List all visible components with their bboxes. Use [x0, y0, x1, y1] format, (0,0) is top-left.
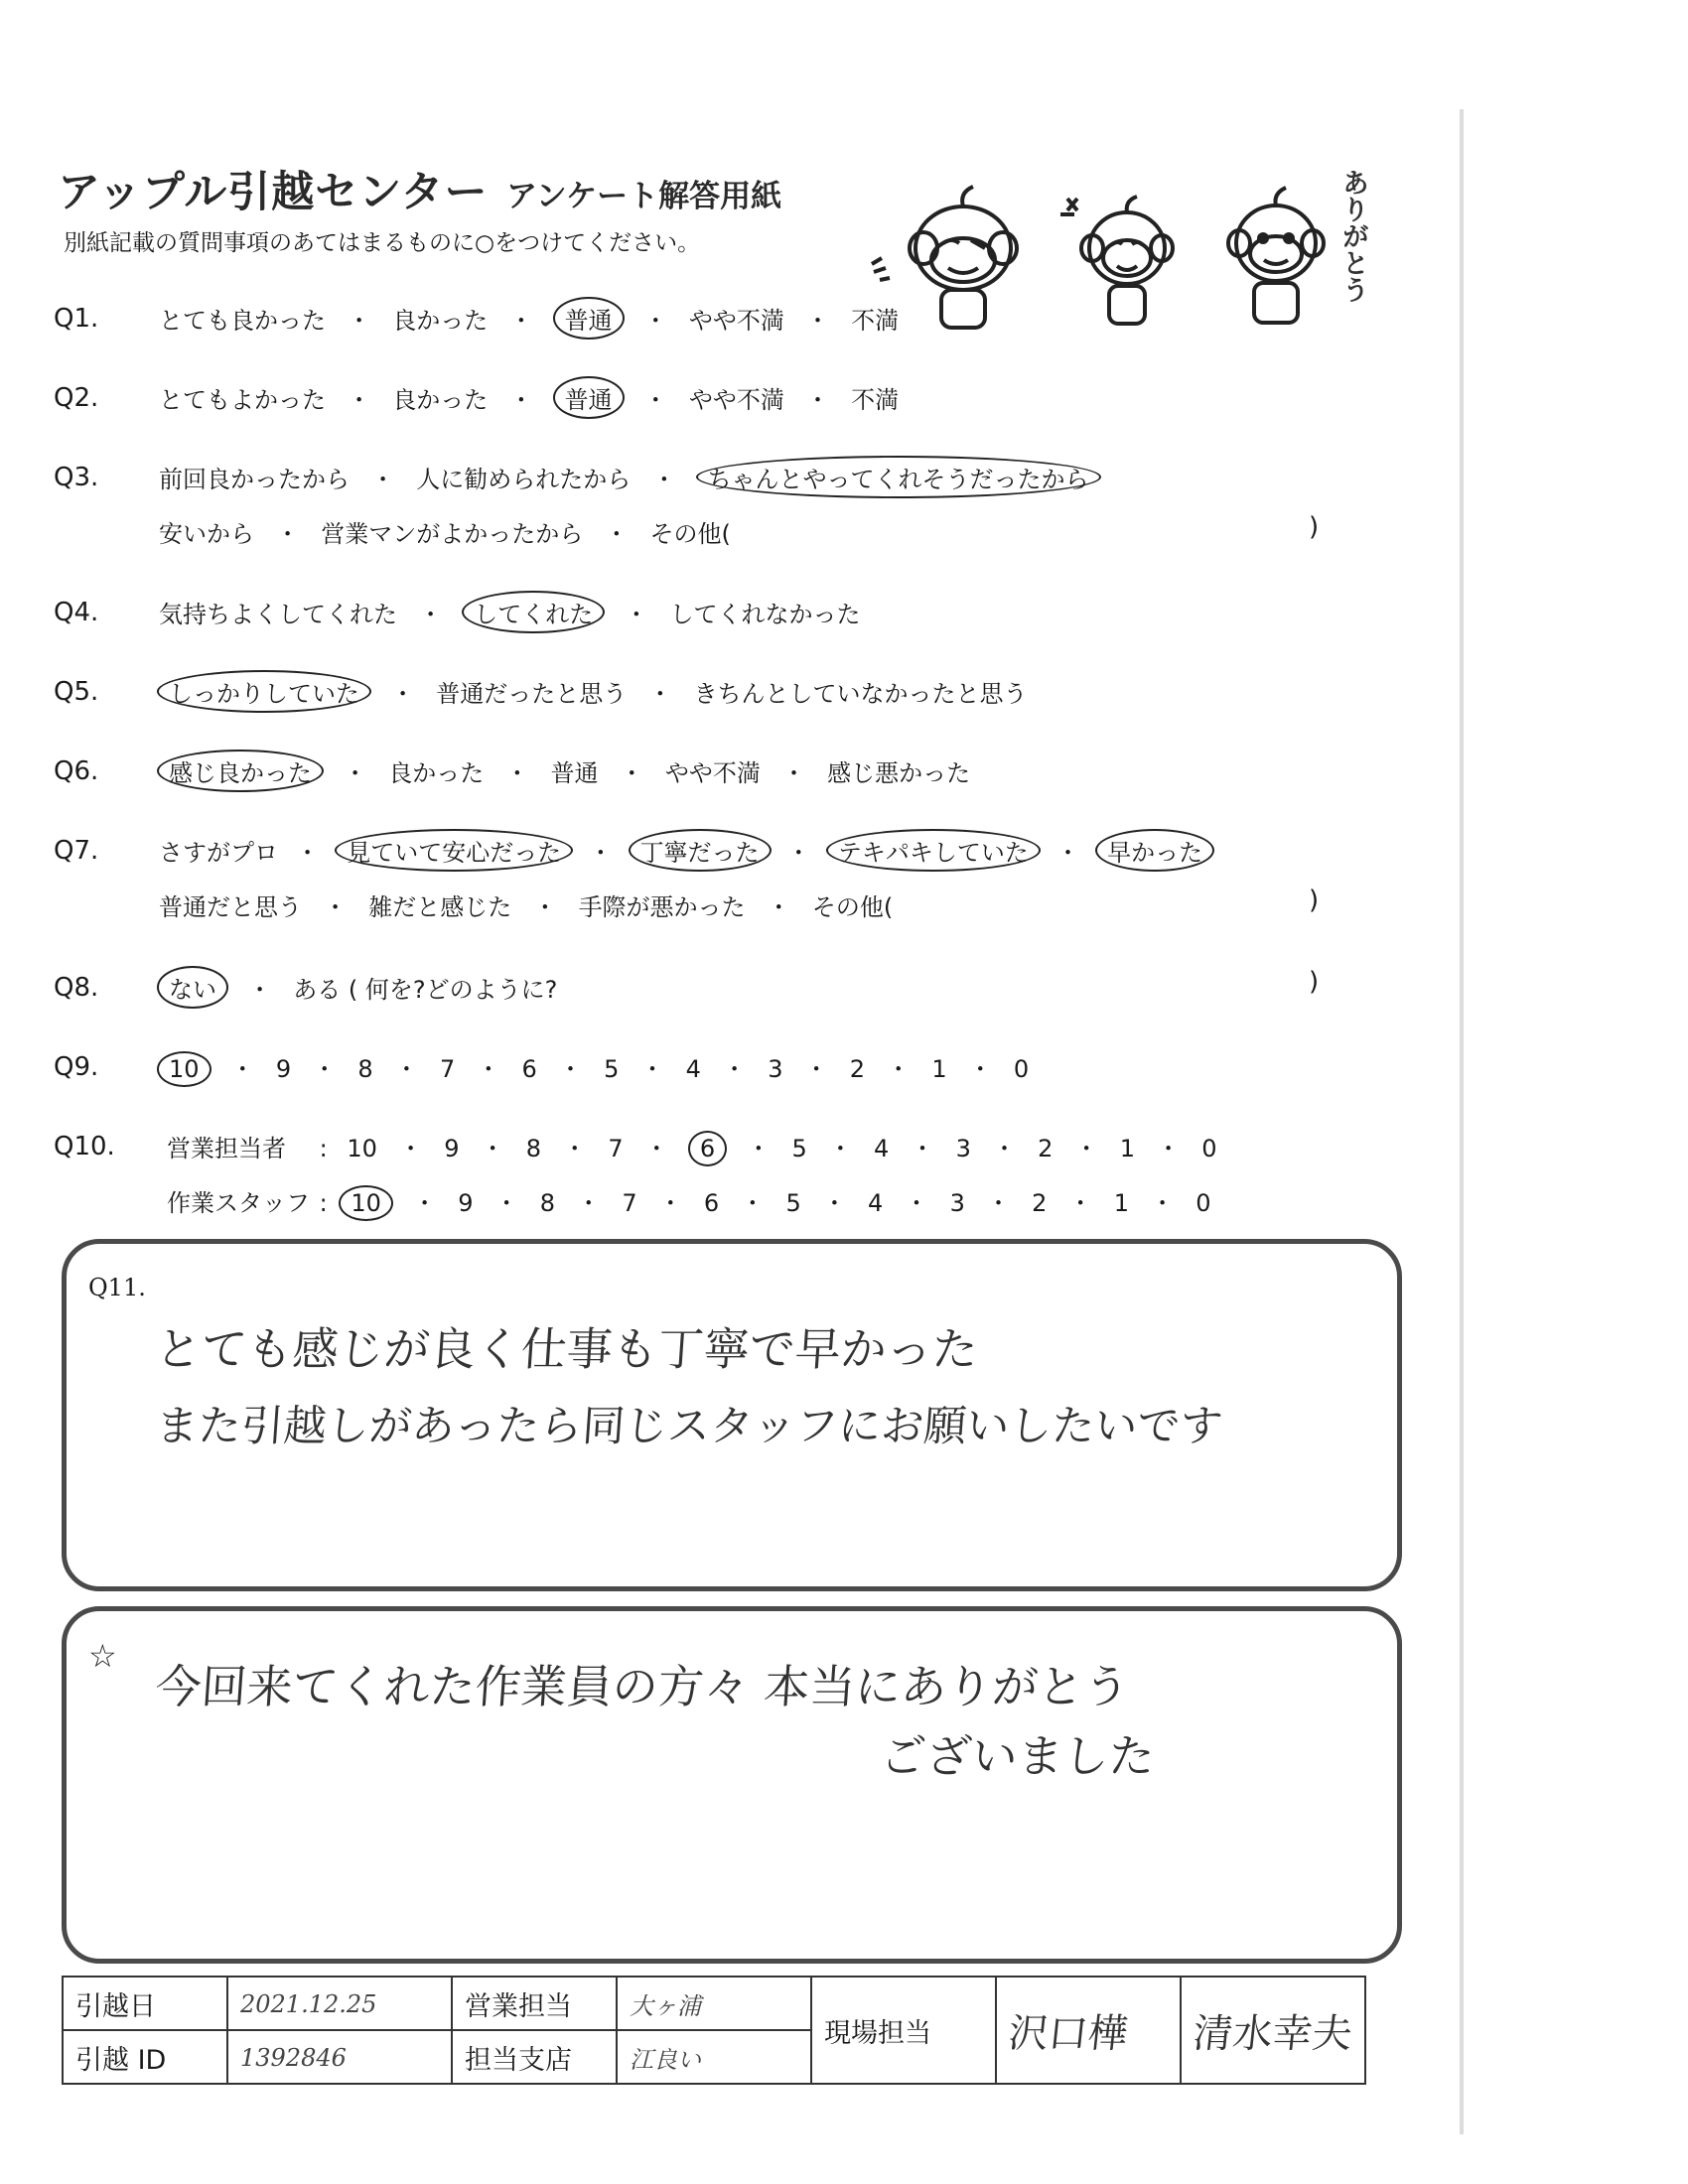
q10-staff-score[interactable]: 2 [1032, 1189, 1048, 1217]
separator: ・ [992, 1135, 1017, 1162]
q8-option-selected[interactable]: ない [157, 966, 228, 1009]
separator: ・ [651, 466, 676, 493]
separator: ・ [643, 386, 668, 414]
mascot-caption: ありがとう [1337, 169, 1368, 303]
q1-option[interactable]: とても良かった [159, 307, 326, 335]
q9-score[interactable]: 7 [439, 1055, 456, 1083]
q7-option[interactable]: 雑だと感じた [368, 893, 512, 921]
branch-value [617, 2030, 811, 2084]
mascot-illustration [864, 169, 1331, 338]
separator: ・ [508, 386, 533, 414]
q1-options [159, 301, 899, 336]
form-subtitle: アンケート解答用紙 [506, 179, 782, 214]
q10-sales-score[interactable]: 2 [1038, 1135, 1054, 1162]
separator: ・ [347, 386, 371, 414]
q9-label: Q9. [54, 1052, 99, 1082]
q9-score[interactable]: 6 [521, 1055, 537, 1083]
separator: ・ [620, 759, 644, 787]
move-id-value [227, 2030, 452, 2084]
separator: ・ [722, 1055, 747, 1083]
q3-label: Q3. [54, 463, 99, 492]
q6-label: Q6. [54, 756, 99, 786]
star-comment-line1: 今回来てくれた作業員の方々 本当にありがとう [153, 1660, 1132, 1713]
q3-option[interactable]: 人に勧められたから [416, 466, 632, 493]
q8-label: Q8. [54, 973, 99, 1003]
q7-option-selected[interactable]: 見ていて安心だった [335, 829, 573, 872]
q10-label: Q10. [54, 1132, 115, 1161]
q7-option-other[interactable]: その他( [811, 893, 894, 921]
q10-row-label: 作業スタッフ [167, 1189, 310, 1217]
q9-score[interactable]: 8 [357, 1055, 373, 1083]
q10-sales-score[interactable]: 5 [791, 1135, 807, 1162]
star-comment-line2: ございました [878, 1729, 1157, 1783]
q1-option[interactable]: 良かった [392, 307, 489, 335]
separator: : [319, 1189, 328, 1217]
q10-staff-score[interactable]: 5 [785, 1189, 801, 1217]
q9-score[interactable]: 9 [275, 1055, 292, 1083]
q10-row-label: 営業担当者 [167, 1135, 286, 1162]
q4-option-selected[interactable]: してくれた [462, 591, 605, 633]
q10-sales-score[interactable]: 7 [608, 1135, 624, 1162]
separator: ・ [532, 893, 557, 921]
separator: ・ [558, 1055, 583, 1083]
q5-option[interactable]: きちんとしていなかったと思う [693, 680, 1028, 708]
separator: ・ [412, 1189, 437, 1217]
separator: ・ [822, 1189, 847, 1217]
separator: ・ [398, 1135, 423, 1162]
q10-sales-score[interactable]: 1 [1119, 1135, 1135, 1162]
separator: ・ [643, 307, 668, 335]
brand-title: アップル引越センター [58, 168, 489, 217]
page-edge-shadow [1460, 109, 1464, 2134]
q10-sales-score[interactable]: 4 [874, 1135, 890, 1162]
q2-options [159, 380, 899, 415]
q6-option[interactable]: やや不満 [664, 759, 761, 787]
q10-sales-scale [167, 1129, 1217, 1163]
star-label: ☆ [88, 1637, 117, 1675]
separator: ・ [804, 1055, 829, 1083]
separator: ・ [504, 759, 529, 787]
separator: : [319, 1135, 328, 1162]
separator: ・ [1055, 839, 1080, 867]
q9-score[interactable]: 3 [768, 1055, 783, 1083]
move-id-label: 引越 ID [63, 2030, 227, 2084]
q9-score[interactable]: 4 [685, 1055, 701, 1083]
q3-option[interactable]: 営業マンがよかったから [321, 520, 584, 548]
q11-comment-line1: とても感じが良く仕事も丁寧で早かった [153, 1322, 980, 1376]
q10-staff-score[interactable]: 3 [949, 1189, 965, 1217]
q8-close-paren: ) [1309, 967, 1320, 997]
q1-option-selected[interactable]: 普通 [553, 297, 625, 340]
q6-option[interactable]: 普通 [550, 759, 599, 787]
q10-staff-score-selected[interactable]: 10 [339, 1185, 393, 1221]
separator: ・ [418, 601, 443, 628]
separator: ・ [562, 1135, 587, 1162]
separator: ・ [347, 307, 371, 335]
q1-label: Q1. [54, 304, 99, 334]
q9-scale [159, 1049, 1029, 1084]
separator: ・ [275, 520, 300, 548]
q9-score-selected[interactable]: 10 [157, 1051, 211, 1087]
instructions: 別紙記載の質問事項のあてはまるものに○をつけてください。 [64, 230, 701, 256]
star-comment-box[interactable] [62, 1606, 1402, 1964]
branch-value-text: 江良い [630, 2045, 701, 2074]
sales-label: 営業担当 [452, 1977, 617, 2030]
separator: ・ [370, 466, 395, 493]
separator: ・ [390, 680, 415, 708]
separator: ・ [904, 1189, 928, 1217]
sales-value-text: 大ヶ浦 [630, 1991, 701, 2020]
move-date-label: 引越日 [63, 1977, 227, 2030]
move-date-value [227, 1977, 452, 2030]
q9-score[interactable]: 2 [849, 1055, 866, 1083]
q7-option-selected[interactable]: 丁寧だった [629, 829, 772, 872]
q10-staff-scale [167, 1183, 1211, 1218]
branch-label: 担当支店 [452, 2030, 617, 2084]
q5-label: Q5. [54, 677, 99, 707]
separator: ・ [576, 1189, 601, 1217]
separator: ・ [588, 839, 613, 867]
q11-label: Q11. [88, 1274, 146, 1301]
separator: ・ [786, 839, 811, 867]
q10-staff-score[interactable]: 4 [868, 1189, 884, 1217]
q4-option[interactable]: してくれなかった [669, 601, 861, 628]
separator: ・ [295, 839, 320, 867]
q1-option[interactable]: やや不満 [688, 307, 784, 335]
separator: ・ [1150, 1189, 1175, 1217]
separator: ・ [910, 1135, 934, 1162]
site-staff-2-signature: 清水幸夫 [1191, 2010, 1355, 2057]
q10-staff-score[interactable]: 8 [539, 1189, 556, 1217]
separator: ・ [1074, 1135, 1099, 1162]
separator: ・ [481, 1135, 505, 1162]
site-staff-1 [996, 1977, 1181, 2084]
separator: ・ [1068, 1189, 1093, 1217]
separator: ・ [828, 1135, 853, 1162]
q10-staff-score[interactable]: 9 [458, 1189, 474, 1217]
q9-score[interactable]: 1 [931, 1055, 947, 1083]
q5-option[interactable]: 普通だったと思う [436, 680, 628, 708]
q7-close-paren: ) [1309, 886, 1320, 915]
q7-option-selected[interactable]: テキパキしていた [826, 829, 1041, 872]
separator: ・ [312, 1055, 337, 1083]
q1-option[interactable]: 不満 [851, 307, 900, 335]
separator: ・ [781, 759, 806, 787]
q2-option[interactable]: 良かった [392, 386, 489, 414]
q10-staff-score[interactable]: 0 [1196, 1189, 1211, 1217]
move-id-value-text: 1392846 [240, 2043, 347, 2072]
q7-option[interactable]: 手際が悪かった [578, 893, 746, 921]
q2-option[interactable]: とてもよかった [159, 386, 326, 414]
separator: ・ [886, 1055, 911, 1083]
q4-option[interactable]: 気持ちよくしてくれた [159, 601, 397, 628]
q7-label: Q7. [54, 836, 99, 866]
q3-close-paren: ) [1309, 512, 1320, 542]
q10-sales-score[interactable]: 3 [955, 1135, 971, 1162]
q7-option[interactable]: さすがプロ [159, 839, 278, 867]
q9-score[interactable]: 5 [604, 1055, 620, 1083]
q8-options [159, 970, 557, 1005]
separator: ・ [247, 976, 272, 1004]
site-staff-1-signature: 沢口樺 [1006, 2010, 1131, 2057]
q2-option-selected[interactable]: 普通 [553, 376, 625, 419]
separator: ・ [394, 1055, 419, 1083]
separator: ・ [476, 1055, 500, 1083]
separator: ・ [624, 601, 648, 628]
q3-option-other[interactable]: その他( [649, 520, 731, 548]
separator: ・ [647, 680, 672, 708]
separator: ・ [1156, 1135, 1181, 1162]
q3-options-row1 [159, 460, 1099, 494]
q10-sales-score-selected[interactable]: 6 [688, 1131, 727, 1166]
site-staff-2 [1181, 1977, 1365, 2084]
q7-option[interactable]: 普通だと思う [159, 893, 302, 921]
sales-value [617, 1977, 811, 2030]
q7-option-selected[interactable]: 早かった [1095, 829, 1214, 872]
q4-label: Q4. [54, 598, 99, 627]
separator: ・ [230, 1055, 255, 1083]
separator: ・ [805, 386, 830, 414]
q10-staff-score[interactable]: 1 [1113, 1189, 1129, 1217]
q10-sales-score[interactable]: 0 [1201, 1135, 1217, 1162]
q2-label: Q2. [54, 383, 99, 413]
site-label: 現場担当 [811, 1977, 996, 2084]
q3-options-row2 [159, 514, 731, 549]
q6-options [159, 753, 970, 788]
separator: ・ [968, 1055, 993, 1083]
q6-option[interactable]: 良かった [388, 759, 485, 787]
q7-options-row1 [159, 833, 1212, 868]
separator: ・ [508, 307, 533, 335]
q6-option[interactable]: 感じ悪かった [827, 759, 971, 787]
separator: ・ [644, 1135, 669, 1162]
separator: ・ [604, 520, 629, 548]
separator: ・ [640, 1055, 664, 1083]
separator: ・ [323, 893, 348, 921]
q10-sales-score[interactable]: 9 [444, 1135, 460, 1162]
separator: ・ [986, 1189, 1011, 1217]
q9-score[interactable]: 0 [1013, 1055, 1030, 1083]
q3-option[interactable]: 前回良かったから [159, 466, 350, 493]
separator: ・ [767, 893, 791, 921]
separator: ・ [740, 1189, 765, 1217]
q8-option[interactable]: ある ( 何を?どのように? [293, 976, 558, 1004]
q6-option-selected[interactable]: 感じ良かった [157, 750, 324, 792]
move-date-value-text: 2021.12.25 [240, 1989, 377, 2018]
separator: ・ [658, 1189, 683, 1217]
q2-option[interactable]: 不満 [851, 386, 900, 414]
q10-staff-score[interactable]: 7 [622, 1189, 637, 1217]
q2-option[interactable]: やや不満 [688, 386, 784, 414]
separator: ・ [494, 1189, 519, 1217]
q3-option[interactable]: 安いから [159, 520, 254, 548]
q11-comment-box[interactable] [62, 1239, 1402, 1591]
q4-options [159, 595, 861, 629]
q5-option-selected[interactable]: しっかりしていた [157, 670, 371, 713]
q11-comment-line2: また引越しがあったら同じスタッフにお願いしたいです [154, 1402, 1225, 1451]
separator: ・ [805, 307, 830, 335]
move-info-table [62, 1976, 1366, 2085]
q10-sales-score[interactable]: 8 [525, 1135, 542, 1162]
q5-options [159, 674, 1028, 709]
q10-sales-score[interactable]: 10 [347, 1135, 377, 1162]
q10-staff-score[interactable]: 6 [703, 1189, 720, 1217]
separator: ・ [343, 759, 367, 787]
separator: ・ [746, 1135, 771, 1162]
q3-option-selected[interactable]: ちゃんとやってくれそうだったから [696, 456, 1101, 498]
q7-options-row2 [159, 887, 893, 922]
